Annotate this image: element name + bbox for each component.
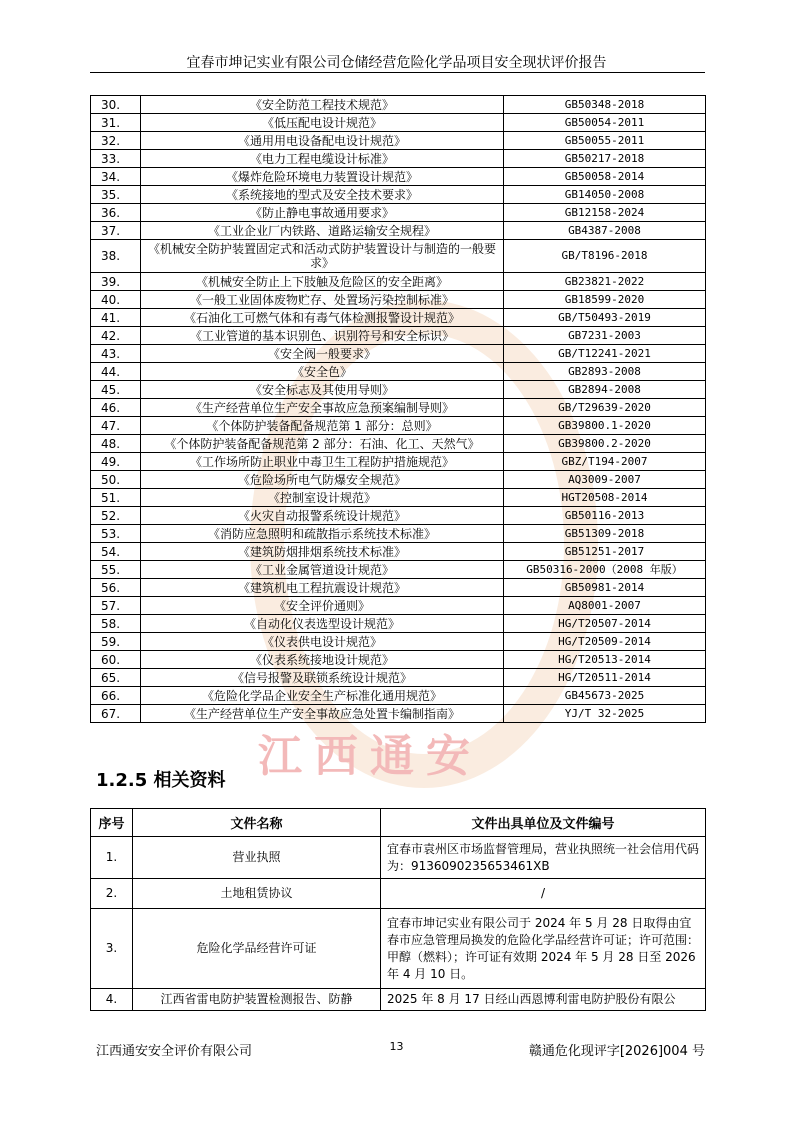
table-row xyxy=(91,561,706,579)
standard-code: GB50981-2014 xyxy=(504,579,706,597)
standard-name: 《自动化仪表选型设计规范》 xyxy=(141,615,504,633)
row-seq: 4. xyxy=(91,989,133,1011)
row-number: 41. xyxy=(91,309,141,327)
row-issuer: / xyxy=(381,879,706,909)
row-number: 40. xyxy=(91,291,141,309)
table-row xyxy=(91,705,706,723)
standard-name: 《安全色》 xyxy=(141,363,504,381)
table-row xyxy=(91,186,706,204)
row-number: 60. xyxy=(91,651,141,669)
row-number: 36. xyxy=(91,204,141,222)
table-row xyxy=(91,435,706,453)
standard-name: 《电力工程电缆设计标准》 xyxy=(141,150,504,168)
table-row xyxy=(91,96,706,114)
row-number: 59. xyxy=(91,633,141,651)
row-number: 51. xyxy=(91,489,141,507)
standard-name: 《控制室设计规范》 xyxy=(141,489,504,507)
table-row xyxy=(91,507,706,525)
standard-name: 《石油化工可燃气体和有毒气体检测报警设计规范》 xyxy=(141,309,504,327)
row-number: 37. xyxy=(91,222,141,240)
table-row xyxy=(91,909,706,989)
standard-code: GB14050-2008 xyxy=(504,186,706,204)
standard-code: GBZ/T194-2007 xyxy=(504,453,706,471)
standard-code: GB7231-2003 xyxy=(504,327,706,345)
standard-name: 《生产经营单位生产安全事故应急处置卡编制指南》 xyxy=(141,705,504,723)
row-number: 35. xyxy=(91,186,141,204)
standard-code: GB/T12241-2021 xyxy=(504,345,706,363)
standard-name: 《安全标志及其使用导则》 xyxy=(141,381,504,399)
row-file-name: 江西省雷电防护装置检测报告、防静 xyxy=(133,989,381,1011)
table-row xyxy=(91,837,706,879)
standard-code: GB50058-2014 xyxy=(504,168,706,186)
standard-code: GB4387-2008 xyxy=(504,222,706,240)
standard-code: GB39800.2-2020 xyxy=(504,435,706,453)
table-row xyxy=(91,345,706,363)
related-documents-table xyxy=(90,808,706,1011)
standard-name: 《工业管道的基本识别色、识别符号和安全标识》 xyxy=(141,327,504,345)
table-row xyxy=(91,525,706,543)
header-rule xyxy=(90,72,705,73)
table-header-row xyxy=(91,809,706,837)
row-number: 65. xyxy=(91,669,141,687)
standard-code: HG/T20513-2014 xyxy=(504,651,706,669)
table-row xyxy=(91,132,706,150)
standard-code: GB/T29639-2020 xyxy=(504,399,706,417)
standard-name: 《危险化学品企业安全生产标准化通用规范》 xyxy=(141,687,504,705)
table-row xyxy=(91,222,706,240)
table-row xyxy=(91,669,706,687)
row-number: 45. xyxy=(91,381,141,399)
row-number: 66. xyxy=(91,687,141,705)
standard-name: 《工作场所防止职业中毒卫生工程防护措施规范》 xyxy=(141,453,504,471)
table-row xyxy=(91,417,706,435)
standard-name: 《消防应急照明和疏散指示系统技术标准》 xyxy=(141,525,504,543)
standard-name: 《信号报警及联锁系统设计规范》 xyxy=(141,669,504,687)
standard-name: 《防止静电事故通用要求》 xyxy=(141,204,504,222)
header-seq: 序号 xyxy=(91,809,133,837)
row-number: 53. xyxy=(91,525,141,543)
table-row xyxy=(91,597,706,615)
table-row xyxy=(91,327,706,345)
standard-name: 《机械安全防止上下肢触及危险区的安全距离》 xyxy=(141,273,504,291)
standard-code: YJ/T 32-2025 xyxy=(504,705,706,723)
standards-table xyxy=(90,95,706,723)
table-row xyxy=(91,633,706,651)
row-number: 48. xyxy=(91,435,141,453)
table-row xyxy=(91,309,706,327)
row-number: 55. xyxy=(91,561,141,579)
standard-name: 《安全阀一般要求》 xyxy=(141,345,504,363)
section-heading: 1.2.5 相关资料 xyxy=(96,770,226,791)
row-number: 38. xyxy=(91,240,141,273)
table-row xyxy=(91,687,706,705)
standard-code: GB50316-2000（2008 年版） xyxy=(504,561,706,579)
row-file-name: 危险化学品经营许可证 xyxy=(133,909,381,989)
standard-code: GB51309-2018 xyxy=(504,525,706,543)
watermark-text: 江西通安 xyxy=(258,731,482,782)
row-number: 32. xyxy=(91,132,141,150)
standard-code: GB/T50493-2019 xyxy=(504,309,706,327)
standard-name: 《个体防护装备配备规范第 1 部分：总则》 xyxy=(141,417,504,435)
standard-code: HG/T20509-2014 xyxy=(504,633,706,651)
row-issuer: 2025 年 8 月 17 日经山西恩博利雷电防护股份有限公 xyxy=(381,989,706,1011)
table-row xyxy=(91,453,706,471)
standard-code: AQ3009-2007 xyxy=(504,471,706,489)
standard-code: GB50116-2013 xyxy=(504,507,706,525)
standard-code: GB45673-2025 xyxy=(504,687,706,705)
table-row xyxy=(91,240,706,273)
table-row xyxy=(91,204,706,222)
row-issuer: 宜春市袁州区市场监督管理局，营业执照统一社会信用代码为：9136090235653461XB xyxy=(381,837,706,879)
standard-code: GB51251-2017 xyxy=(504,543,706,561)
standard-name: 《通用用电设备配电设计规范》 xyxy=(141,132,504,150)
standard-name: 《工业企业厂内铁路、道路运输安全规程》 xyxy=(141,222,504,240)
page-header-title: 宜春市坤记实业有限公司仓储经营危险化学品项目安全现状评价报告 xyxy=(186,55,607,71)
row-number: 44. xyxy=(91,363,141,381)
table-row xyxy=(91,150,706,168)
row-file-name: 营业执照 xyxy=(133,837,381,879)
footer-page-number: 13 xyxy=(389,1040,404,1053)
row-seq: 2. xyxy=(91,879,133,909)
table-row xyxy=(91,651,706,669)
row-number: 33. xyxy=(91,150,141,168)
row-number: 67. xyxy=(91,705,141,723)
standard-name: 《建筑机电工程抗震设计规范》 xyxy=(141,579,504,597)
row-file-name: 土地租赁协议 xyxy=(133,879,381,909)
standard-code: GB50217-2018 xyxy=(504,150,706,168)
standard-name: 《爆炸危险环境电力装置设计规范》 xyxy=(141,168,504,186)
row-number: 56. xyxy=(91,579,141,597)
table-row xyxy=(91,381,706,399)
row-issuer: 宜春市坤记实业有限公司于 2024 年 5 月 28 日取得由宜春市应急管理局换发的危险化学品经营许可证；许可范围：甲醇（燃料）；许可证有效期 2024 年 5 月 28 日至 2026 年 4 月 10 日。 xyxy=(381,909,706,989)
standard-code: GB12158-2024 xyxy=(504,204,706,222)
row-number: 34. xyxy=(91,168,141,186)
row-number: 54. xyxy=(91,543,141,561)
standard-name: 《机械安全防护装置固定式和活动式防护装置设计与制造的一般要求》 xyxy=(141,240,504,273)
footer-company: 江西通安安全评价有限公司 xyxy=(96,1044,253,1059)
header-issuer: 文件出具单位及文件编号 xyxy=(381,809,706,837)
row-number: 46. xyxy=(91,399,141,417)
footer-document-number: 赣通危化现评字[2026]004 号 xyxy=(528,1044,705,1059)
standard-code: HGT20508-2014 xyxy=(504,489,706,507)
header-file-name: 文件名称 xyxy=(133,809,381,837)
row-number: 31. xyxy=(91,114,141,132)
table-row xyxy=(91,489,706,507)
standard-name: 《低压配电设计规范》 xyxy=(141,114,504,132)
standard-name: 《火灾自动报警系统设计规范》 xyxy=(141,507,504,525)
standard-name: 《仪表系统接地设计规范》 xyxy=(141,651,504,669)
table-row xyxy=(91,471,706,489)
standard-name: 《仪表供电设计规范》 xyxy=(141,633,504,651)
table-row xyxy=(91,363,706,381)
standard-code: GB39800.1-2020 xyxy=(504,417,706,435)
standard-name: 《安全防范工程技术规范》 xyxy=(141,96,504,114)
standard-code: GB18599-2020 xyxy=(504,291,706,309)
table-row xyxy=(91,543,706,561)
table-row xyxy=(91,989,706,1011)
standard-code: GB50055-2011 xyxy=(504,132,706,150)
standard-name: 《危险场所电气防爆安全规范》 xyxy=(141,471,504,489)
row-seq: 3. xyxy=(91,909,133,989)
standard-code: GB2894-2008 xyxy=(504,381,706,399)
table-row xyxy=(91,399,706,417)
standard-code: AQ8001-2007 xyxy=(504,597,706,615)
standard-name: 《工业金属管道设计规范》 xyxy=(141,561,504,579)
row-number: 30. xyxy=(91,96,141,114)
row-number: 39. xyxy=(91,273,141,291)
table-row xyxy=(91,579,706,597)
standard-code: GB50348-2018 xyxy=(504,96,706,114)
row-number: 47. xyxy=(91,417,141,435)
row-number: 58. xyxy=(91,615,141,633)
row-number: 57. xyxy=(91,597,141,615)
standard-name: 《建筑防烟排烟系统技术标准》 xyxy=(141,543,504,561)
standard-code: GB23821-2022 xyxy=(504,273,706,291)
standard-code: HG/T20511-2014 xyxy=(504,669,706,687)
row-number: 49. xyxy=(91,453,141,471)
row-number: 42. xyxy=(91,327,141,345)
table-row xyxy=(91,291,706,309)
standard-code: GB/T8196-2018 xyxy=(504,240,706,273)
table-row xyxy=(91,273,706,291)
row-number: 43. xyxy=(91,345,141,363)
table-row xyxy=(91,879,706,909)
standard-name: 《安全评价通则》 xyxy=(141,597,504,615)
standard-name: 《系统接地的型式及安全技术要求》 xyxy=(141,186,504,204)
standard-code: HG/T20507-2014 xyxy=(504,615,706,633)
standard-name: 《生产经营单位生产安全事故应急预案编制导则》 xyxy=(141,399,504,417)
standard-name: 《个体防护装备配备规范第 2 部分：石油、化工、天然气》 xyxy=(141,435,504,453)
row-number: 52. xyxy=(91,507,141,525)
standard-name: 《一般工业固体废物贮存、处置场污染控制标准》 xyxy=(141,291,504,309)
row-seq: 1. xyxy=(91,837,133,879)
table-row xyxy=(91,168,706,186)
table-row xyxy=(91,615,706,633)
standards-table-body xyxy=(91,96,706,723)
row-number: 50. xyxy=(91,471,141,489)
table-row xyxy=(91,114,706,132)
standard-code: GB50054-2011 xyxy=(504,114,706,132)
standard-code: GB2893-2008 xyxy=(504,363,706,381)
